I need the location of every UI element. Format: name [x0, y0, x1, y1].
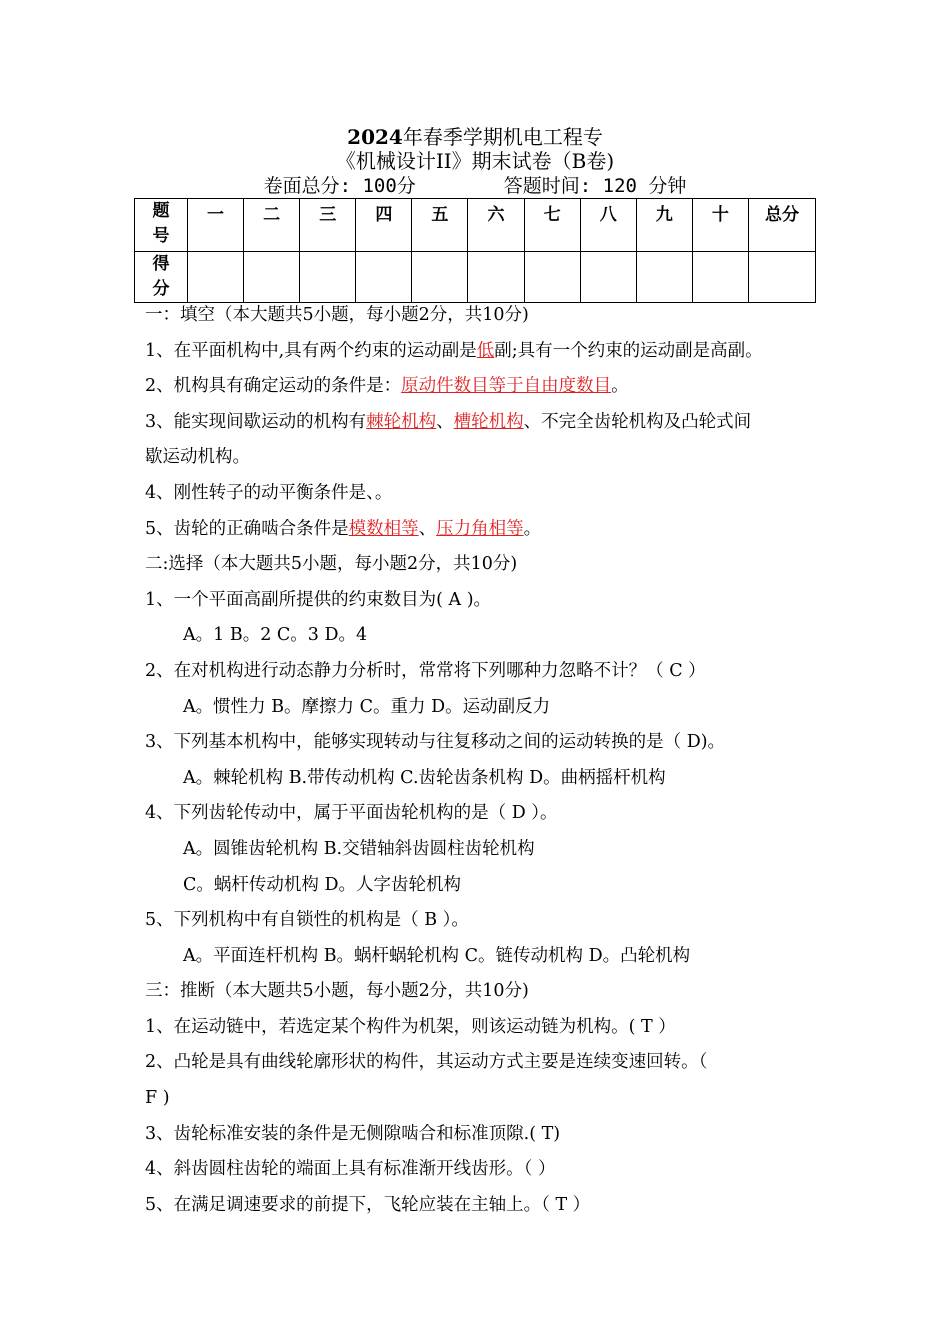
question-text: 、	[436, 411, 454, 432]
title-text: 年春季学期机电工程专	[402, 125, 603, 149]
question-line: 4、斜齿圆柱齿轮的端面上具有标准渐开线齿形。（ ）	[145, 1159, 556, 1180]
options-line: C。蜗杆传动机构 D。人字齿轮机构	[183, 874, 461, 895]
column-header: 三	[300, 199, 356, 252]
score-cell[interactable]	[468, 252, 524, 303]
score-cell[interactable]	[580, 252, 636, 303]
column-header: 一	[188, 199, 244, 252]
row-label-text: 得 分	[152, 254, 170, 299]
question-text: 。	[523, 518, 542, 539]
options-line: A。平面连杆机构 B。蜗杆蜗轮机构 C。链传动机构 D。凸轮机构	[183, 945, 691, 966]
answer-text: 原动件数目等于自由度数目	[401, 376, 612, 397]
options-line: A。1 B。2 C。3 D。4	[183, 625, 368, 646]
question-text: 副;具有一个约束的运动副是高副。	[494, 340, 763, 361]
score-cell[interactable]	[300, 252, 356, 303]
question-line: 3、下列基本机构中，能够实现转动与往复移动之间的运动转换的是（ D)。	[145, 732, 726, 753]
section-heading-fill-blank: 一：填空（本大题共5小题，每小题2分，共10分)	[145, 305, 529, 325]
score-table-score-row	[135, 252, 816, 303]
question-text: 。	[611, 376, 629, 397]
question-text: 5、齿轮的正确啮合条件是	[145, 518, 349, 539]
score-cell-total[interactable]	[749, 252, 816, 303]
question-line: 2、凸轮是具有曲线轮廓形状的构件，其运动方式主要是连续变速回转。（	[145, 1052, 708, 1073]
score-cell[interactable]	[356, 252, 412, 303]
score-cell[interactable]	[692, 252, 748, 303]
question-line: 4、下列齿轮传动中，属于平面齿轮机构的是（ D ）。	[145, 803, 558, 824]
options-line: A。惯性力 B。摩擦力 C。重力 D。运动副反力	[183, 696, 551, 717]
question-line: 歇运动机构。	[145, 447, 250, 468]
column-header: 二	[244, 199, 300, 252]
score-cell[interactable]	[412, 252, 468, 303]
total-score: 卷面总分: 100分	[263, 175, 416, 197]
column-header: 十	[692, 199, 748, 252]
column-header: 八	[580, 199, 636, 252]
options-line: A。圆锥齿轮机构 B.交错轴斜齿圆柱齿轮机构	[183, 838, 535, 859]
question-line: F )	[145, 1088, 170, 1109]
exam-time: 答题时间: 120 分钟	[503, 175, 687, 197]
question-text: 3、能实现间歇运动的机构有	[145, 411, 367, 432]
score-cell[interactable]	[188, 252, 244, 303]
question-line	[145, 334, 815, 370]
score-cell[interactable]	[244, 252, 300, 303]
question-text: 2、机构具有确定运动的条件是：	[145, 376, 402, 397]
row-label-score	[135, 252, 188, 303]
answer-text: 压力角相等	[436, 518, 524, 539]
question-line: 4、刚性转子的动平衡条件是、。	[145, 482, 393, 503]
exam-body	[145, 298, 815, 1223]
answer-text: 模数相等	[348, 518, 419, 539]
question-line	[145, 369, 815, 405]
answer-text: 棘轮机构	[366, 411, 437, 432]
column-header: 五	[412, 199, 468, 252]
answer-text: 低	[476, 340, 495, 361]
question-line: 5、在满足调速要求的前提下，飞轮应装在主轴上。（ T ）	[145, 1194, 591, 1215]
column-header: 四	[356, 199, 412, 252]
row-label-question-number	[135, 199, 188, 252]
row-label-text: 题 号	[152, 201, 170, 246]
exam-title	[0, 124, 950, 150]
score-table-header-row	[135, 199, 816, 252]
options-line: A。棘轮机构 B.带传动机构 C.齿轮齿条机构 D。曲柄摇杆机构	[183, 767, 666, 788]
question-line: 3、齿轮标准安装的条件是无侧隙啮合和标准顶隙.( T)	[145, 1123, 561, 1144]
question-line: 1、一个平面高副所提供的约束数目为( A )。	[145, 589, 492, 610]
column-header: 九	[636, 199, 692, 252]
question-line	[145, 405, 815, 441]
question-text: 、不完全齿轮机构及凸轮式间	[523, 411, 752, 432]
score-table	[134, 198, 816, 303]
exam-info	[0, 174, 950, 198]
question-line	[145, 512, 815, 548]
score-cell[interactable]	[524, 252, 580, 303]
column-header-total: 总分	[749, 199, 816, 252]
answer-text: 槽轮机构	[453, 411, 524, 432]
question-text: 1、在平面机构中,具有两个约束的运动副是	[145, 340, 477, 361]
question-text: 、	[418, 518, 437, 539]
section-heading-choice: 二:选择（本大题共5小题，每小题2分，共10分)	[145, 554, 518, 575]
section-heading-judgement: 三：推断（本大题共5小题，每小题2分，共10分)	[145, 981, 529, 1002]
score-cell[interactable]	[636, 252, 692, 303]
title-year: 2024	[347, 125, 403, 149]
question-line: 1、在运动链中，若选定某个构件为机架，则该运动链为机构。( T ）	[145, 1016, 676, 1037]
exam-subtitle: 《机械设计II》期末试卷（B卷)	[335, 149, 615, 173]
column-header: 七	[524, 199, 580, 252]
question-line: 2、在对机构进行动态静力分析时，常常将下列哪种力忽略不计？（ C ）	[145, 660, 706, 681]
question-line: 5、下列机构中有自锁性的机构是（ B ）。	[145, 910, 469, 931]
column-header: 六	[468, 199, 524, 252]
